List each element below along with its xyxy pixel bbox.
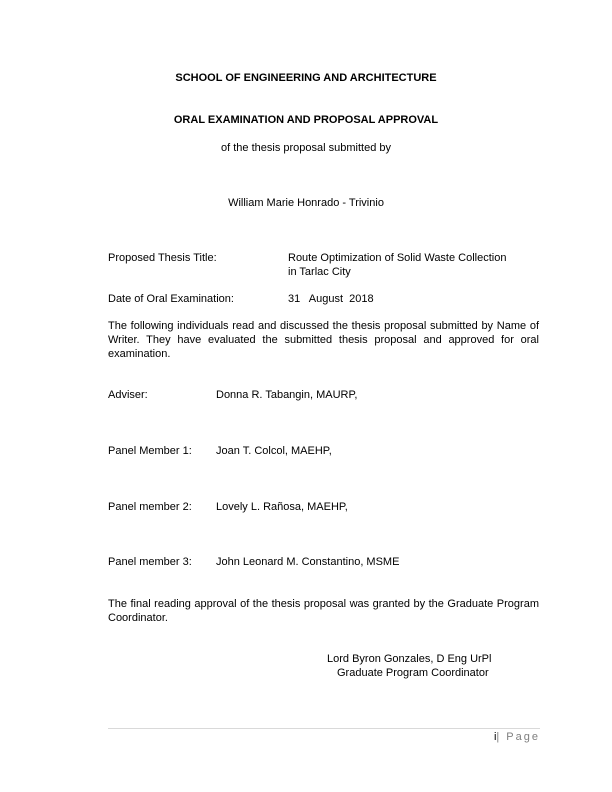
signatory-position: Graduate Program Coordinator xyxy=(337,667,489,679)
adviser-name: Donna R. Tabangin, MAURP, xyxy=(216,389,358,401)
panel-member-2-name: Lovely L. Rañosa, MAEHP, xyxy=(216,501,348,513)
intro-paragraph: The following individuals read and discussed the thesis proposal submitted by Name of Writer. They have evaluated the submitted thesis proposal and approved for oral examination. xyxy=(108,320,539,360)
page-number: i xyxy=(493,731,497,743)
panel-member-3-label: Panel member 3: xyxy=(108,556,192,568)
author-name: William Marie Honrado - Trivinio xyxy=(228,197,384,209)
thesis-title-label: Proposed Thesis Title: xyxy=(108,252,217,264)
page-label: | Page xyxy=(496,731,540,743)
signatory-name: Lord Byron Gonzales, D Eng UrPl xyxy=(327,653,492,665)
footer-divider xyxy=(108,728,540,729)
panel-member-3-name: John Leonard M. Constantino, MSME xyxy=(216,556,400,568)
final-paragraph: The final reading approval of the thesis proposal was granted by the Graduate Program Coordinator. xyxy=(108,598,539,624)
panel-member-1-label: Panel Member 1: xyxy=(108,445,192,457)
panel-member-1-name: Joan T. Colcol, MAEHP, xyxy=(216,445,332,457)
date-label: Date of Oral Examination: xyxy=(108,293,234,305)
adviser-label: Adviser: xyxy=(108,389,148,401)
thesis-title-line2: in Tarlac City xyxy=(288,266,351,278)
panel-member-2-label: Panel member 2: xyxy=(108,501,192,513)
document-title: ORAL EXAMINATION AND PROPOSAL APPROVAL xyxy=(173,114,439,126)
school-heading: SCHOOL OF ENGINEERING AND ARCHITECTURE xyxy=(175,72,437,84)
thesis-title-line1: Route Optimization of Solid Waste Collection xyxy=(288,252,507,264)
date-value: 31 August 2018 xyxy=(288,293,374,305)
subtitle: of the thesis proposal submitted by xyxy=(221,142,391,154)
page-footer xyxy=(494,731,540,743)
